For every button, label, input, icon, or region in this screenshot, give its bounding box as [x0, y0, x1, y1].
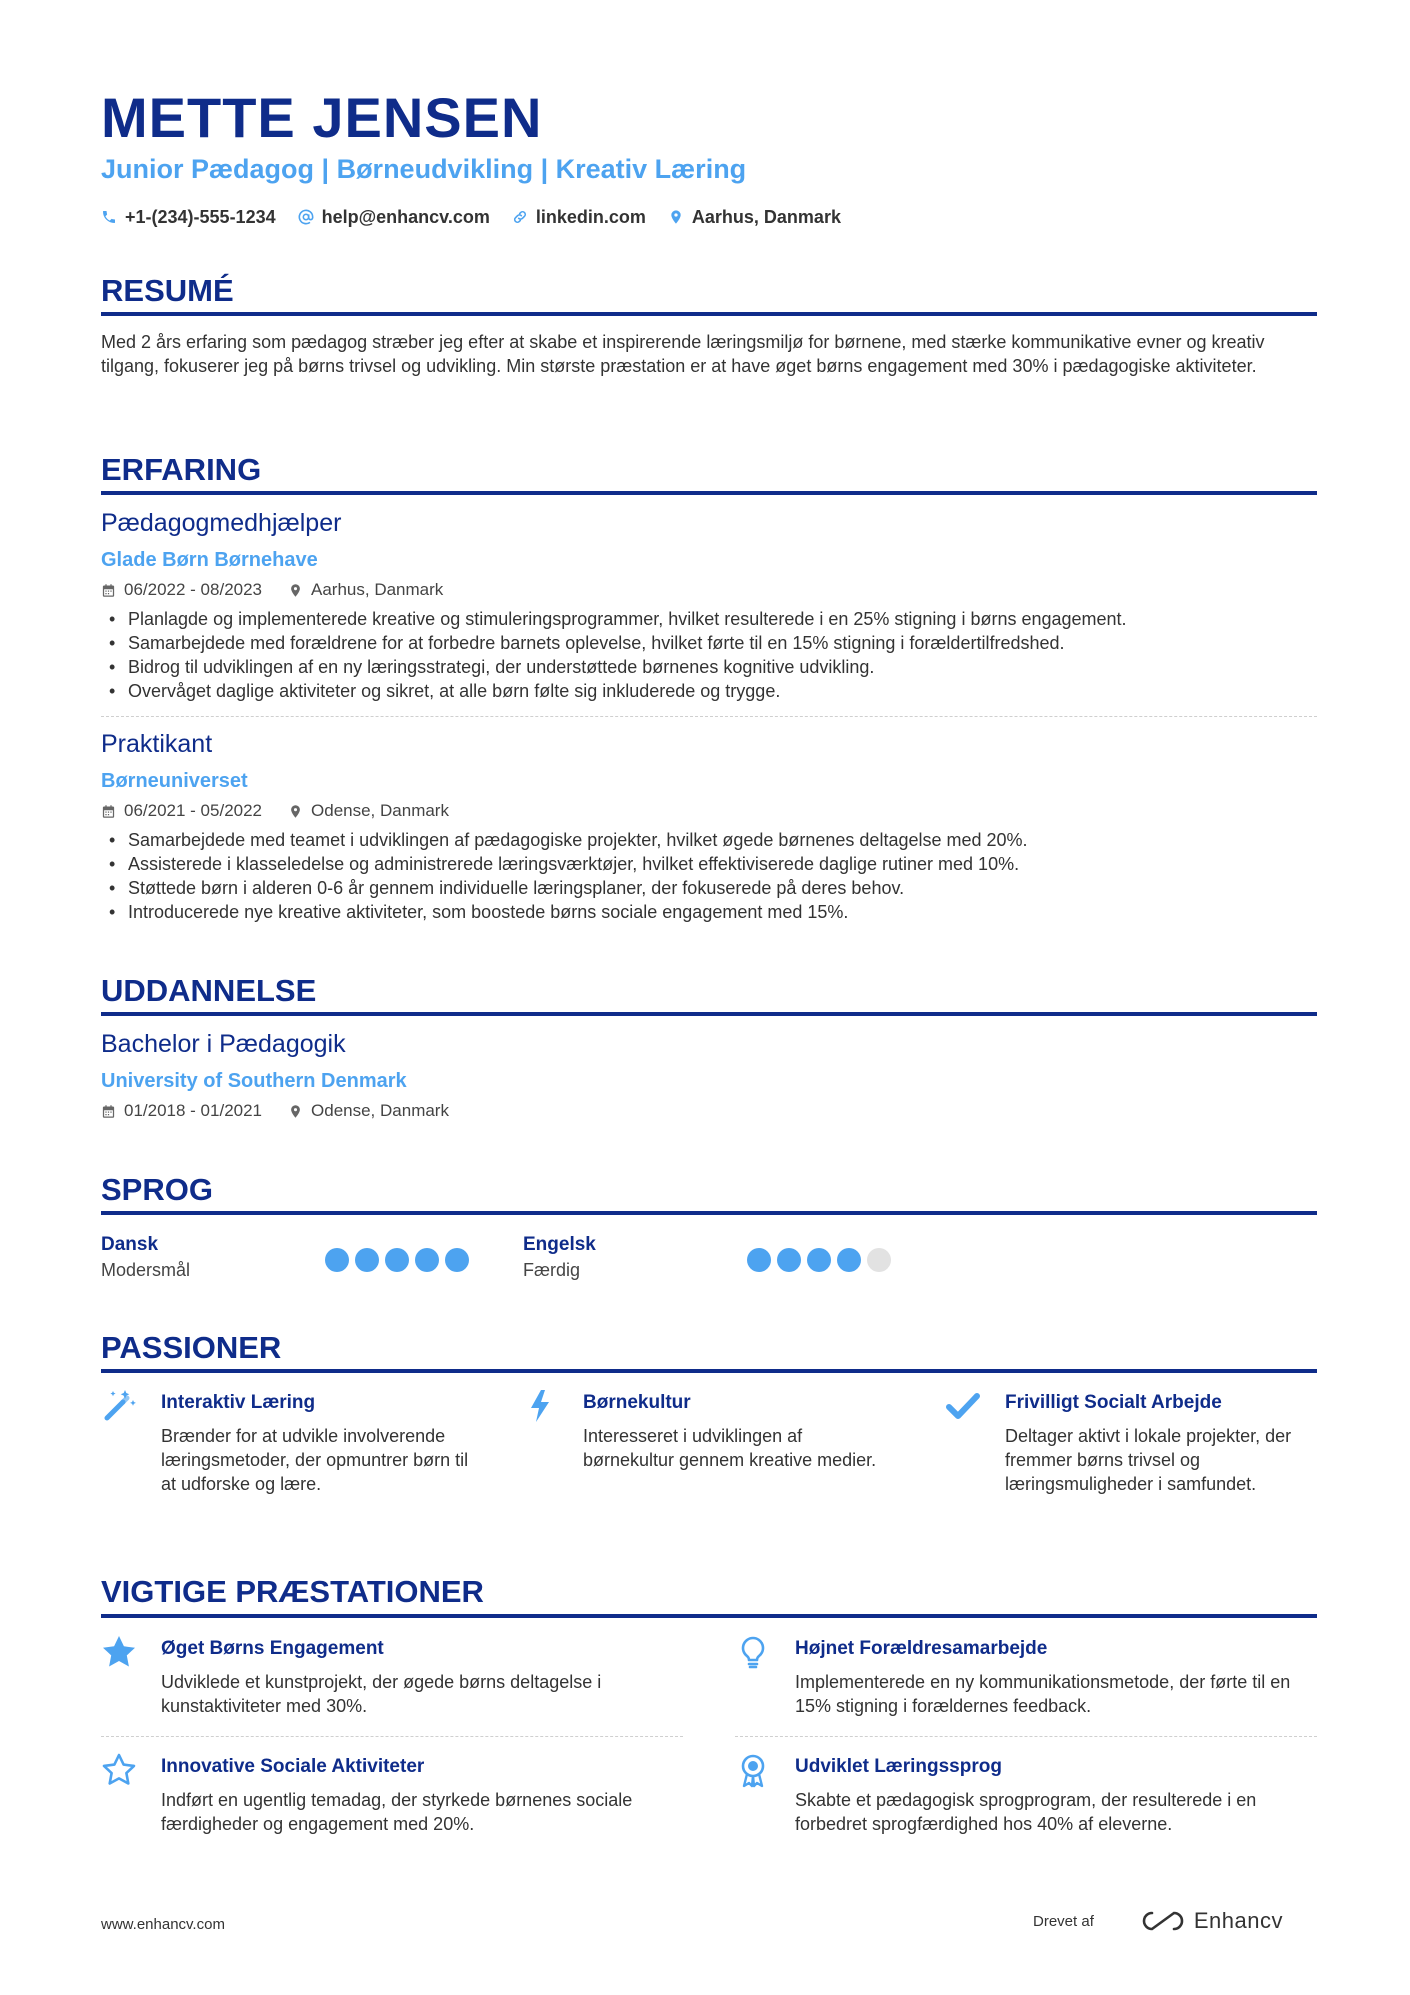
job-1-dates-text: 06/2022 - 08/2023 — [124, 580, 263, 599]
achievement-text: Udviklede et kunstprojekt, der øgede børns deltagelse i kunstaktiviteter med 30%. — [161, 1672, 602, 1716]
job-2-location — [288, 800, 449, 822]
checkmark-icon — [945, 1388, 981, 1424]
rating-dot-filled — [355, 1248, 379, 1272]
passions-divider — [101, 1369, 1317, 1373]
job-1-bullets — [101, 607, 1317, 703]
job-1-dates — [101, 579, 262, 601]
award-ribbon-icon — [735, 1752, 771, 1788]
achievement-text: Implementerede en ny kommunikationsmetode, der førte til en 15% stigning i forældernes feedback. — [795, 1672, 1291, 1716]
education-meta — [101, 1100, 449, 1122]
list-item: • Assisterede i klasseledelse og administrerede læringsværktøjer, hvilket effektiviserede daglige rutiner med 10%. — [101, 852, 1317, 876]
footer-powered-by: Drevet af — [1033, 1912, 1094, 1930]
language-name: Engelsk — [523, 1234, 596, 1255]
achievement-text: Indført en ugentlig temadag, der styrkede børnenes sociale færdigheder og engagement med 20%. — [161, 1790, 633, 1834]
location-icon — [288, 1104, 303, 1119]
achievement-text: Skabte et pædagogisk sprogprogram, der resulterede i en forbedret sprogfærdighed hos 40% af eleverne. — [795, 1790, 1257, 1834]
job-1-role: Pædagogmedhjælper — [101, 509, 342, 537]
achievement-title: Innovative Sociale Aktiviteter — [161, 1756, 425, 1777]
list-item: • Planlagde og implementerede kreative og stimuleringsprogrammer, hvilket resulterede i en 25% stigning i børns engagement. — [101, 607, 1317, 631]
languages-divider — [101, 1211, 1317, 1215]
lightbulb-icon — [735, 1634, 771, 1670]
education-dates — [101, 1100, 262, 1122]
star-filled-icon — [101, 1634, 137, 1670]
calendar-icon — [101, 583, 116, 598]
job-1-location-text: Aarhus, Danmark — [311, 580, 444, 599]
location-icon — [668, 209, 684, 225]
education-heading: UDDANNELSE — [101, 973, 317, 1008]
achievement-title: Udviklet Læringssprog — [795, 1756, 1002, 1777]
achievements-divider — [101, 1614, 1317, 1618]
contact-phone[interactable] — [101, 204, 276, 230]
contact-linkedin-text: linkedin.com — [535, 207, 646, 227]
education-location — [288, 1100, 449, 1122]
brand-logo[interactable] — [1140, 1908, 1283, 1934]
job-1-company: Glade Børn Børnehave — [101, 549, 318, 571]
achievement-title: Højnet Forældresamarbejde — [795, 1638, 1048, 1659]
list-item: • Overvåget daglige aktiviteter og sikret, at alle børn følte sig inkluderede og trygge. — [101, 679, 1317, 703]
location-icon — [288, 804, 303, 819]
language-dansk — [101, 1232, 190, 1282]
education-degree: Bachelor i Pædagogik — [101, 1030, 346, 1058]
enhancv-logo-icon — [1140, 1909, 1186, 1933]
experience-divider — [101, 491, 1317, 495]
passion-text: Deltager aktivt i lokale projekter, der fremmer børns trivsel og læringsmuligheder i samfundet. — [1005, 1426, 1292, 1494]
job-2-dates-text: 06/2021 - 05/2022 — [124, 801, 263, 820]
rating-dot-filled — [807, 1248, 831, 1272]
achievements-heading: VIGTIGE PRÆSTATIONER — [101, 1574, 484, 1609]
job-2-company: Børneuniverset — [101, 770, 248, 792]
contact-email-text: help@enhancv.com — [321, 207, 490, 227]
education-location-text: Odense, Danmark — [311, 1101, 449, 1120]
contact-phone-text: +1-(234)-555-1234 — [125, 207, 276, 227]
language-level: Modersmål — [101, 1260, 191, 1280]
calendar-icon — [101, 1104, 116, 1119]
calendar-icon — [101, 804, 116, 819]
education-divider — [101, 1012, 1317, 1016]
rating-dot-filled — [777, 1248, 801, 1272]
rating-dot-filled — [415, 1248, 439, 1272]
brand-name: Enhancv — [1193, 1908, 1283, 1933]
passion-title: Interaktiv Læring — [161, 1392, 316, 1413]
education-school: University of Southern Denmark — [101, 1070, 407, 1092]
achievement-separator — [101, 1736, 683, 1737]
language-name: Dansk — [101, 1234, 159, 1255]
education-dates-text: 01/2018 - 01/2021 — [124, 1101, 263, 1120]
rating-dot-filled — [325, 1248, 349, 1272]
phone-icon — [101, 209, 117, 225]
rating-dot-filled — [747, 1248, 771, 1272]
list-item: • Samarbejdede med teamet i udviklingen af pædagogiske projekter, hvilket øgede børnenes deltagelse med 20%. — [101, 828, 1317, 852]
contact-email[interactable] — [298, 204, 490, 230]
list-item: • Støttede børn i alderen 0-6 år gennem individuelle læringsplaner, der fokuserede på deres behov. — [101, 876, 1317, 900]
rating-dot-filled — [385, 1248, 409, 1272]
achievement-separator — [735, 1736, 1317, 1737]
footer-website[interactable]: www.enhancv.com — [101, 1916, 225, 1933]
at-icon — [298, 209, 314, 225]
achievement-title: Øget Børns Engagement — [161, 1638, 384, 1659]
passion-title: Frivilligt Socialt Arbejde — [1005, 1392, 1222, 1413]
job-2-role: Praktikant — [101, 730, 213, 758]
rating-dot-filled — [837, 1248, 861, 1272]
job-1-location — [288, 579, 443, 601]
language-rating — [325, 1248, 469, 1272]
star-outline-icon — [101, 1752, 137, 1788]
location-icon — [288, 583, 303, 598]
language-engelsk — [523, 1232, 596, 1282]
link-icon — [512, 209, 528, 225]
list-item: • Introducerede nye kreative aktiviteter, som boostede børns sociale engagement med 15%. — [101, 900, 1317, 924]
passion-text: Brænder for at udvikle involverende læringsmetoder, der opmuntrer børn til at udforske og lære. — [161, 1426, 469, 1494]
rating-dot-filled — [445, 1248, 469, 1272]
job-1-meta — [101, 579, 443, 601]
job-2-meta — [101, 800, 449, 822]
rating-dot-empty — [867, 1248, 891, 1272]
contact-linkedin[interactable] — [512, 204, 646, 230]
summary-text: Med 2 års erfaring som pædagog stræber jeg efter at skabe et inspirerende læringsmiljø for børnene, med stærke kommunikative evner og kreativ tilgang, fokuserer jeg på børns trivsel og udvikling. Min største præstation er at have øget børns engagement med 30% i pædagogiske aktiviteter. — [101, 332, 1265, 376]
languages-heading: SPROG — [101, 1172, 213, 1207]
footer-branding — [1033, 1908, 1283, 1934]
passion-title: Børnekultur — [583, 1392, 691, 1413]
summary-heading: RESUMÉ — [101, 273, 234, 308]
job-2-location-text: Odense, Danmark — [311, 801, 449, 820]
job-2-bullets — [101, 828, 1317, 924]
candidate-name: METTE JENSEN — [101, 86, 543, 149]
language-rating — [747, 1248, 891, 1272]
list-item: • Samarbejdede med forældrene for at forbedre barnets oplevelse, hvilket førte til en 15% stigning i forældertilfredshed. — [101, 631, 1317, 655]
experience-heading: ERFARING — [101, 452, 262, 487]
candidate-tagline: Junior Pædagog | Børneudvikling | Kreativ Læring — [101, 154, 747, 184]
passion-text: Interesseret i udviklingen af børnekultur gennem kreative medier. — [583, 1426, 877, 1470]
language-level: Færdig — [523, 1260, 581, 1280]
job-2-dates — [101, 800, 262, 822]
magic-wand-icon — [101, 1388, 137, 1424]
lightning-bolt-icon — [523, 1388, 559, 1424]
passions-heading: PASSIONER — [101, 1330, 282, 1365]
contact-bar — [101, 204, 841, 230]
summary-divider — [101, 312, 1317, 316]
job-separator — [101, 716, 1317, 717]
list-item: • Bidrog til udviklingen af en ny læringsstrategi, der understøttede børnenes kognitive udvikling. — [101, 655, 1317, 679]
contact-location-text: Aarhus, Danmark — [691, 207, 841, 227]
contact-location — [668, 204, 841, 230]
